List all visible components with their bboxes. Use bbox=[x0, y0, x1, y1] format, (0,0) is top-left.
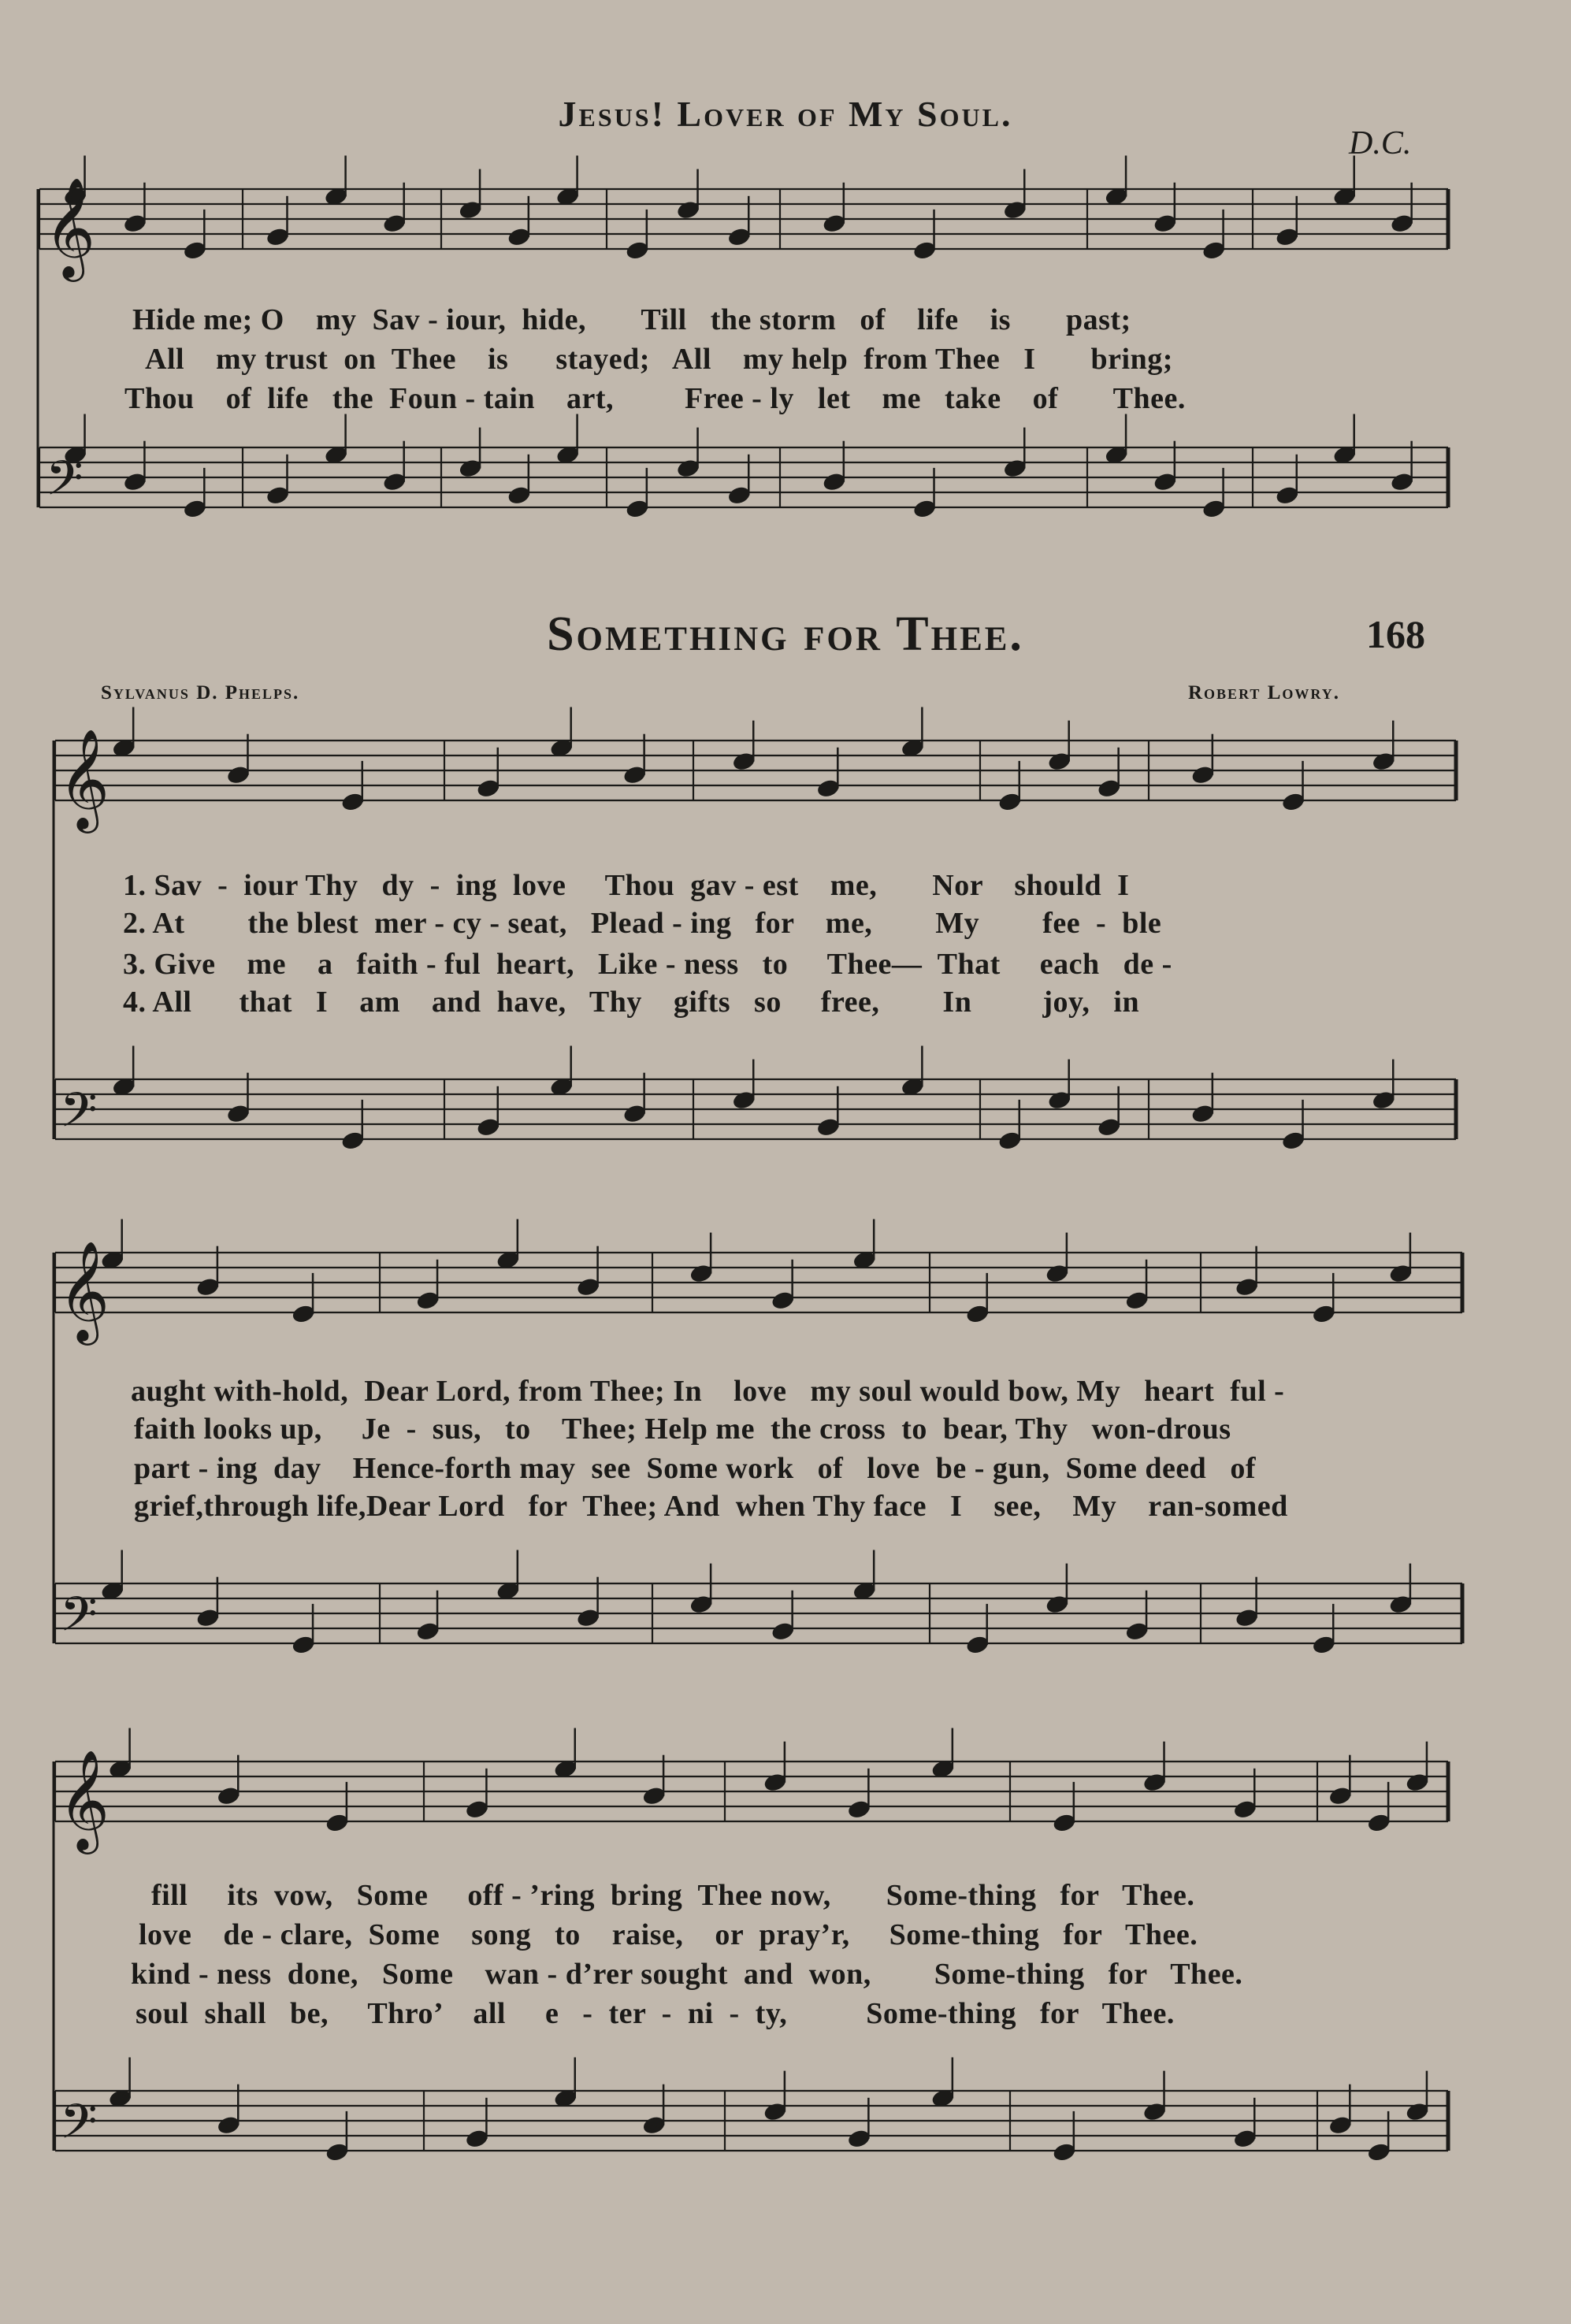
note-head bbox=[292, 1304, 316, 1324]
note-head bbox=[476, 1117, 500, 1138]
note-head bbox=[689, 1595, 714, 1615]
note-head bbox=[626, 499, 650, 519]
note-head bbox=[676, 458, 700, 479]
note-head bbox=[266, 227, 290, 247]
note-head bbox=[1389, 1264, 1413, 1284]
note-head bbox=[1142, 2102, 1167, 2122]
note-head bbox=[1406, 2102, 1430, 2122]
note-head bbox=[732, 752, 756, 772]
hymn2-title: Something for Thee. bbox=[547, 607, 1024, 661]
note-head bbox=[465, 1799, 489, 1820]
s2-verse-3: part - ing day Hence-forth may see Some work of love be - gun, Some deed of bbox=[134, 1452, 1256, 1485]
note-head bbox=[763, 1773, 788, 1793]
note-head bbox=[1406, 1773, 1430, 1793]
note-head bbox=[416, 1290, 440, 1311]
note-head bbox=[340, 1130, 365, 1151]
note-head bbox=[1045, 1264, 1070, 1284]
note-head bbox=[226, 765, 251, 785]
treble-clef-icon: 𝄞 bbox=[58, 728, 110, 829]
treble-clef-icon: 𝄞 bbox=[58, 1240, 110, 1341]
note-head bbox=[771, 1621, 795, 1642]
bass-clef-icon: 𝄢 bbox=[46, 451, 84, 518]
note-head bbox=[771, 1290, 795, 1311]
note-head bbox=[847, 1799, 871, 1820]
note-head bbox=[1372, 1090, 1396, 1111]
composer-credit: Robert Lowry. bbox=[1188, 682, 1340, 704]
note-head bbox=[1312, 1635, 1336, 1655]
note-head bbox=[1389, 1595, 1413, 1615]
note-head bbox=[1053, 2142, 1077, 2163]
s2-verse-1: aught with-hold, Dear Lord, from Thee; In love my soul would bow, My heart ful - bbox=[131, 1375, 1285, 1408]
note-head bbox=[226, 1104, 251, 1124]
note-head bbox=[217, 1786, 241, 1806]
note-head bbox=[183, 499, 207, 519]
hymn1-verse-3: Thou of life the Foun - tain art, Free - ly let me take of Thee. bbox=[124, 382, 1186, 415]
note-head bbox=[292, 1635, 316, 1655]
s3-verse-3: kind - ness done, Some wan - d’rer sought and won, Some-thing for Thee. bbox=[131, 1958, 1243, 1991]
note-head bbox=[576, 1277, 600, 1298]
note-head bbox=[1191, 1104, 1216, 1124]
note-head bbox=[1372, 752, 1396, 772]
note-head bbox=[1367, 2142, 1391, 2163]
note-head bbox=[1281, 1130, 1305, 1151]
note-head bbox=[1275, 227, 1299, 247]
note-head bbox=[416, 1621, 440, 1642]
note-head bbox=[912, 499, 937, 519]
note-head bbox=[1047, 752, 1071, 772]
bass-clef-icon: 𝄢 bbox=[60, 2094, 98, 2162]
note-head bbox=[507, 485, 532, 506]
note-head bbox=[183, 240, 207, 261]
bass-clef-icon: 𝄢 bbox=[60, 1082, 98, 1150]
note-head bbox=[1201, 240, 1226, 261]
note-head bbox=[1390, 472, 1414, 492]
note-head bbox=[382, 472, 407, 492]
note-head bbox=[626, 240, 650, 261]
note-head bbox=[1201, 499, 1226, 519]
note-head bbox=[196, 1608, 221, 1628]
note-head bbox=[965, 1304, 990, 1324]
s3-verse-4: soul shall be, Thro’ all e - ter - ni - ty, Some-thing for Thee. bbox=[136, 1997, 1175, 2030]
note-head bbox=[1003, 200, 1027, 221]
note-head bbox=[732, 1090, 756, 1111]
note-head bbox=[1328, 2115, 1353, 2136]
note-head bbox=[816, 778, 841, 799]
note-head bbox=[1097, 778, 1121, 799]
note-head bbox=[476, 778, 500, 799]
note-head bbox=[1390, 213, 1414, 234]
note-head bbox=[1281, 792, 1305, 812]
note-head bbox=[1235, 1277, 1259, 1298]
note-head bbox=[689, 1264, 714, 1284]
note-head bbox=[123, 213, 147, 234]
note-head bbox=[217, 2115, 241, 2136]
note-head bbox=[763, 2102, 788, 2122]
note-head bbox=[325, 2142, 350, 2163]
note-head bbox=[965, 1635, 990, 1655]
note-head bbox=[1233, 1799, 1257, 1820]
note-head bbox=[382, 213, 407, 234]
note-head bbox=[997, 792, 1022, 812]
note-head bbox=[727, 485, 752, 506]
note-head bbox=[1153, 213, 1178, 234]
note-head bbox=[676, 200, 700, 221]
note-head bbox=[1125, 1621, 1149, 1642]
note-head bbox=[465, 2129, 489, 2149]
note-head bbox=[123, 472, 147, 492]
note-head bbox=[823, 472, 847, 492]
s3-verse-2: love de - clare, Some song to raise, or pray’r, Some-thing for Thee. bbox=[139, 1918, 1198, 1951]
note-head bbox=[816, 1117, 841, 1138]
note-head bbox=[997, 1130, 1022, 1151]
note-head bbox=[847, 2129, 871, 2149]
note-head bbox=[1053, 1813, 1077, 1833]
note-head bbox=[340, 792, 365, 812]
note-head bbox=[1003, 458, 1027, 479]
s1-verse-1: 1. Sav - iour Thy dy - ing love Thou gav - est me, Nor should I bbox=[123, 869, 1130, 902]
note-head bbox=[622, 765, 647, 785]
dc-marking: D.C. bbox=[1349, 125, 1412, 161]
note-head bbox=[1142, 1773, 1167, 1793]
note-head bbox=[459, 200, 483, 221]
hymn1-verse-1: Hide me; O my Sav - iour, hide, Till the storm of life is past; bbox=[132, 303, 1131, 336]
s2-verse-2: faith looks up, Je - sus, to Thee; Help me the cross to bear, Thy won-drous bbox=[134, 1413, 1231, 1446]
note-head bbox=[1235, 1608, 1259, 1628]
note-head bbox=[1233, 2129, 1257, 2149]
hymn-number: 168 bbox=[1366, 612, 1425, 656]
note-head bbox=[823, 213, 847, 234]
note-head bbox=[642, 2115, 667, 2136]
note-head bbox=[459, 458, 483, 479]
s1-verse-2: 2. At the blest mer - cy - seat, Plead - ing for me, My fee - ble bbox=[123, 907, 1162, 940]
note-head bbox=[622, 1104, 647, 1124]
note-head bbox=[1153, 472, 1178, 492]
s1-verse-3: 3. Give me a faith - ful heart, Like - ness to Thee— That each de - bbox=[123, 948, 1172, 981]
note-head bbox=[266, 485, 290, 506]
note-head bbox=[1312, 1304, 1336, 1324]
note-head bbox=[1191, 765, 1216, 785]
hymn1-verse-2: All my trust on Thee is stayed; All my help from Thee I bring; bbox=[145, 343, 1173, 376]
note-head bbox=[642, 1786, 667, 1806]
note-head bbox=[507, 227, 532, 247]
s1-verse-4: 4. All that I am and have, Thy gifts so free, In joy, in bbox=[123, 986, 1140, 1019]
note-head bbox=[1097, 1117, 1121, 1138]
note-head bbox=[325, 1813, 350, 1833]
note-head bbox=[576, 1608, 600, 1628]
note-head bbox=[727, 227, 752, 247]
s2-verse-4: grief,through life,Dear Lord for Thee; And when Thy face I see, My ran-somed bbox=[134, 1490, 1288, 1523]
hymn1-title: Jesus! Lover of My Soul. bbox=[558, 94, 1013, 134]
author-credit: Sylvanus D. Phelps. bbox=[101, 682, 300, 704]
note-head bbox=[196, 1277, 221, 1298]
bass-clef-icon: 𝄢 bbox=[60, 1587, 98, 1654]
treble-clef-icon: 𝄞 bbox=[58, 1749, 110, 1850]
note-head bbox=[1045, 1595, 1070, 1615]
note-head bbox=[1047, 1090, 1071, 1111]
s3-verse-1: fill its vow, Some off - ’ring bring Thee now, Some-thing for Thee. bbox=[151, 1879, 1195, 1912]
treble-clef-icon: 𝄞 bbox=[44, 176, 96, 277]
note-head bbox=[1125, 1290, 1149, 1311]
note-head bbox=[1275, 485, 1299, 506]
note-head bbox=[912, 240, 937, 261]
note-head bbox=[1328, 1786, 1353, 1806]
note-head bbox=[1367, 1813, 1391, 1833]
